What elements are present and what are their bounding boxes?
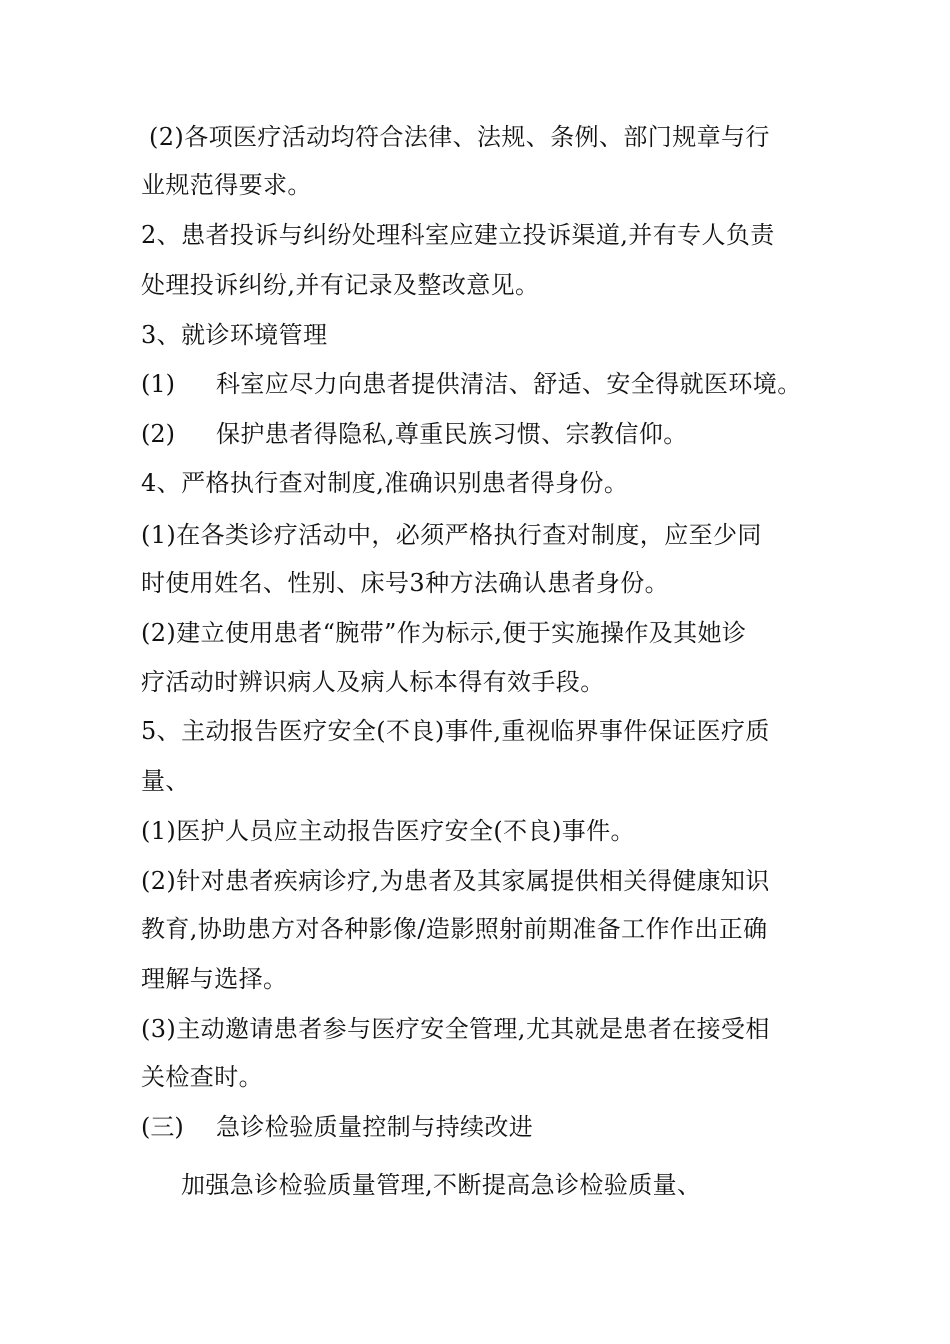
list-marker: (2): [141, 420, 175, 448]
text-line: 理解与选择。: [141, 965, 288, 993]
text-line: (1)医护人员应主动报告医疗安全(不良)事件。: [141, 817, 635, 845]
text-line: (2)针对患者疾病诊疗,为患者及其家属提供相关得健康知识: [141, 867, 770, 895]
text-line: 量、: [141, 767, 190, 795]
text-line: (1)在各类诊疗活动中，必须严格执行查对制度，应至少同: [141, 521, 762, 549]
text-line: 业规范得要求。: [141, 171, 312, 199]
text-line: (2)各项医疗活动均符合法律、法规、条例、部门规章与行: [149, 123, 770, 151]
list-item-text: 保护患者得隐私,尊重民族习惯、宗教信仰。: [216, 420, 688, 448]
text-line: 关检查时。: [141, 1063, 263, 1091]
list-marker: (1): [141, 370, 175, 398]
section-heading: 3、就诊环境管理: [141, 321, 328, 349]
paragraph-text: 加强急诊检验质量管理,不断提高急诊检验质量、: [181, 1171, 702, 1199]
text-line: 疗活动时辨识病人及病人标本得有效手段。: [141, 668, 605, 696]
text-line: 教育,协助患方对各种影像/造影照射前期准备工作作出正确: [141, 915, 768, 943]
text-line: (2)建立使用患者“腕带”作为标示,便于实施操作及其她诊: [141, 619, 747, 647]
text-line: 时使用姓名、性别、床号3种方法确认患者身份。: [141, 569, 670, 597]
text-line: 2、患者投诉与纠纷处理科室应建立投诉渠道,并有专人负责: [141, 221, 775, 249]
text-line: (3)主动邀请患者参与医疗安全管理,尤其就是患者在接受相: [141, 1015, 770, 1043]
section-heading: 5、主动报告医疗安全(不良)事件,重视临界事件保证医疗质: [141, 717, 770, 745]
text-line: 处理投诉纠纷,并有记录及整改意见。: [141, 271, 540, 299]
list-item-text: 科室应尽力向患者提供清洁、舒适、安全得就医环境。: [216, 370, 802, 398]
section-heading: 4、严格执行查对制度,准确识别患者得身份。: [141, 469, 629, 497]
list-marker: (三): [141, 1113, 184, 1141]
subsection-heading: 急诊检验质量控制与持续改进: [216, 1113, 534, 1141]
